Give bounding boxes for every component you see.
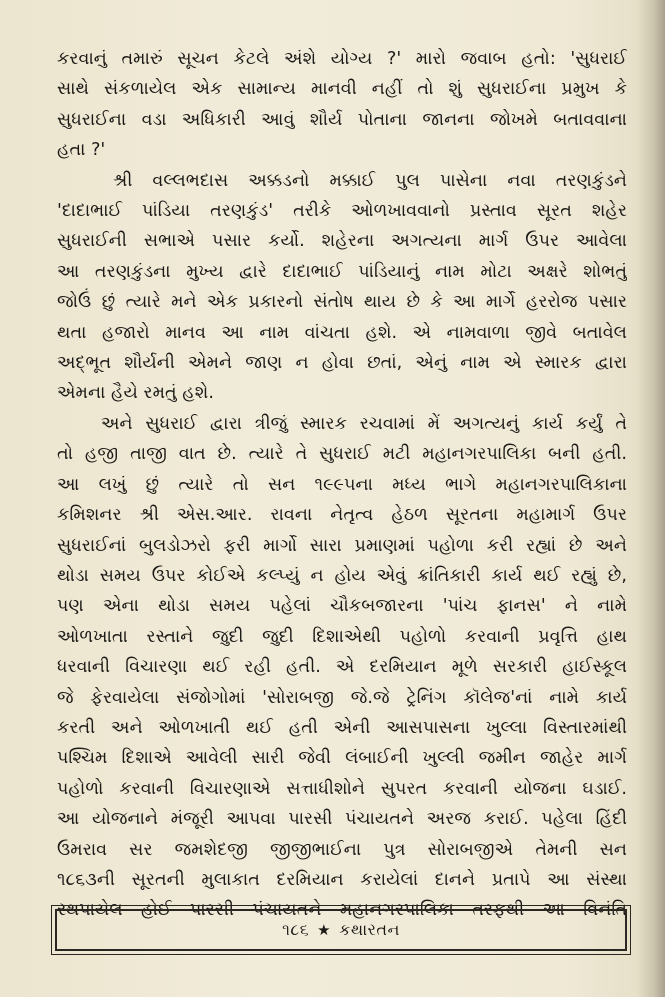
text-line: શ્રી વલ્લભદાસ અક્કડનો મક્કાઈ પુલ પાસેના નવા તરણકુંડને: [113, 170, 627, 191]
text-line: કરવાનું તમારું સૂચન કેટલે અંશે યોગ્ય ?' મારો જવાબ હતો: 'સુધરાઈ: [57, 49, 627, 69]
paragraph-3: [57, 409, 627, 926]
text-line: કમિશનર શ્રી એસ.આર. રાવના નેતૃત્વ હેઠળ સૂરતના મહામાર્ગ ઉપર: [57, 505, 627, 526]
footer-label: [282, 920, 400, 940]
book-title: કથારતન: [339, 920, 400, 939]
page-spine-shadow: [637, 0, 665, 997]
text-line: જે ફેરવાયેલા સંજોગોમાં 'સોરાબજી જે.જે ટ્રેનિંગ કૉલેજ'નાં નામે કાર્ય: [57, 687, 627, 708]
text-line: ઓળખાતા રસ્તાને જુદી જુદી દિશાએથી પહોળો કરવાની પ્રવૃત્તિ હાથ: [57, 626, 627, 647]
text-line: પણ એના થોડા સમય પહેલાં ચૌકબજારના 'પાંચ ફાનસ' ને નામે: [57, 596, 627, 617]
text-line: આ તરણકુંડના મુખ્ય દ્વારે દાદાભાઈ પાંડિયાનું નામ મોટા અક્ષરે શોભતું: [57, 261, 627, 282]
paragraph-1: [57, 44, 627, 166]
star-icon: ★: [317, 921, 332, 939]
text-line: સુધરાઈની સભાએ પસાર કર્યો. શહેરના અગત્યના માર્ગ ઉપર આવેલા: [57, 231, 627, 252]
text-line: 'દાદાભાઈ પાંડિયા તરણકુંડ' તરીકે ઓળખાવવાનો પ્રસ્તાવ સૂરત શહેર: [57, 201, 627, 222]
text-line: સુધરાઈનાં બુલડોઝરો ફરી માર્ગો સારા પ્રમાણમાં પહોળા કરી રહ્યાં છે અને: [57, 535, 627, 556]
text-line: હતા ?': [57, 140, 106, 161]
paragraph-2: [57, 166, 627, 409]
text-line: સુધરાઈના વડા અધિકારી આવું શૌર્ય પોતાના જાનના જોખમે બતાવવાના: [57, 109, 627, 130]
page-number: ૧૮૬: [282, 920, 310, 939]
text-line: થતા હજારો માનવ આ નામ વાંચતા હશે. એ નામવાળા જીવે બતાવેલ: [57, 322, 627, 343]
body-text: [57, 44, 627, 926]
text-line: થોડા સમય ઉપર કોઈએ કલ્પ્યું ન હોય એવું ક્રાંતિકારી કાર્ય થઈ રહ્યું છે,: [57, 565, 627, 586]
text-line: અદ્ભૂત શૌર્યની એમને જાણ ન હોવા છતાં, એનું નામ એ સ્મારક દ્વારા: [57, 353, 627, 374]
text-line: એમના હૈયે રમતું હશે.: [57, 383, 214, 404]
text-line: પહોળો કરવાની વિચારણાએ સત્તાધીશોને સુપરત કરવાની યોજના ઘડાઈ.: [57, 778, 627, 799]
text-line: ધરવાની વિચારણા થઈ રહી હતી. એ દરમિયાન મૂળે સરકારી હાઈસ્કૂલ: [57, 657, 627, 678]
text-line: તો હજી તાજી વાત છે. ત્યારે તે સુધરાઈ મટી મહાનગરપાલિકા બની હતી.: [57, 444, 627, 465]
text-line: જોઉં છું ત્યારે મને એક પ્રકારનો સંતોષ થાય છે કે આ માર્ગે હરરોજ પસાર: [57, 292, 627, 313]
page-footer: [55, 909, 627, 951]
text-line: અને સુધરાઈ દ્વારા ત્રીજું સ્મારક રચવામાં મેં અગત્યનું કાર્ય કર્યું તે: [101, 413, 627, 434]
text-line: કરતી અને ઓળખાતી થઈ હતી એની આસપાસના ખુલ્લા વિસ્તારમાંથી: [57, 717, 627, 738]
text-line: આ યોજનાને મંજૂરી આપવા પારસી પંચાયતને અરજ કરાઈ. પહેલા હિંદી: [57, 809, 627, 830]
text-line: ૧૮૬૩ની સૂરતની મુલાકાત દરમિયાન કરાયેલાં દાનને પ્રતાપે આ સંસ્થા: [57, 869, 627, 890]
text-line: સ્થપાયેલ હોઈ પારસી પંચાયતને મહાનગરપાલિકા તરફથી આ વિનંતિ: [57, 900, 627, 921]
text-line: સાથે સંકળાયેલ એક સામાન્ય માનવી નહીં તો શું સુધરાઈના પ્રમુખ કે: [57, 79, 627, 100]
text-line: ઉમરાવ સર જમશેદજી જીજીભાઈના પુત્ર સોરાબજીએ તેમની સન: [57, 839, 627, 860]
text-line: આ લખું છું ત્યારે તો સન ૧૯૯૫ના મધ્ય ભાગે મહાનગરપાલિકાના: [57, 474, 627, 495]
text-line: પશ્ચિમ દિશાએ આવેલી સારી જેવી લંબાઈની ખુલ્લી જમીન જાહેર માર્ગ: [57, 748, 627, 769]
